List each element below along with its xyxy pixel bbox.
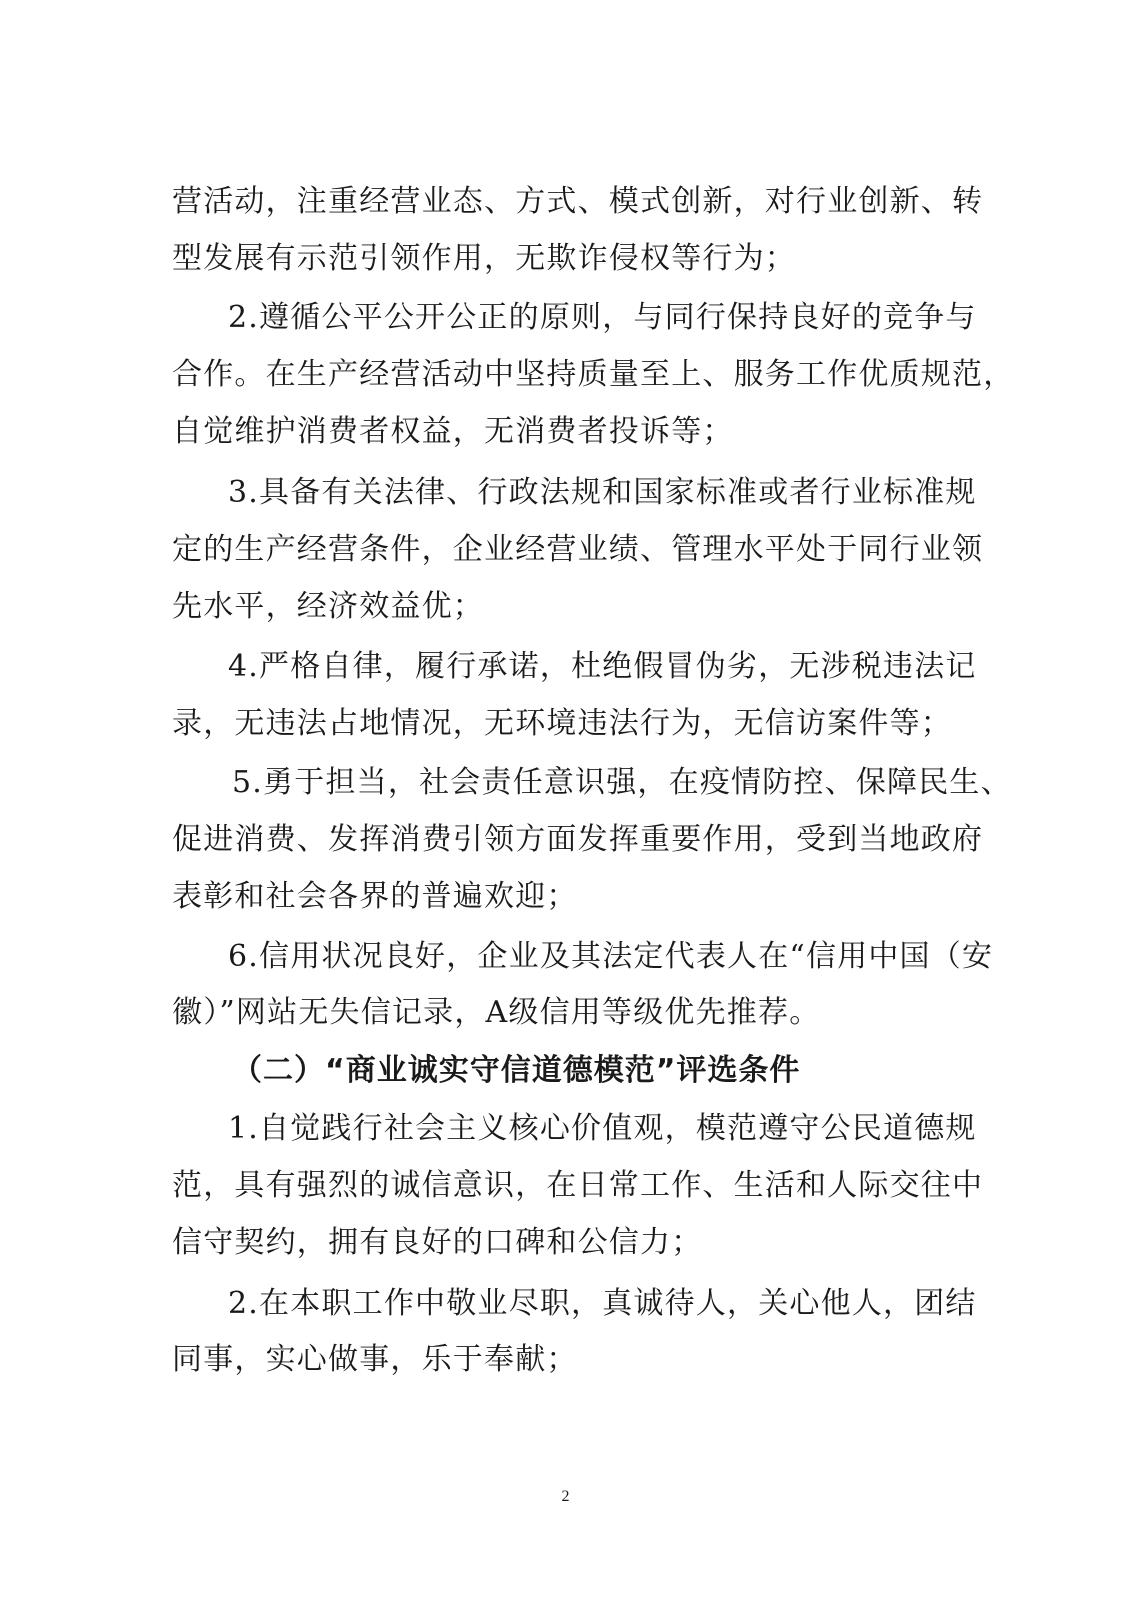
list-item-5-line: 5.勇于担当，社会责任意识强，在疫情防控、保障民生、	[232, 765, 1012, 800]
page-number: 2	[561, 1488, 570, 1505]
list-item-3-line: 3.具备有关法律、行政法规和国家标准或者行业标准规	[228, 475, 977, 510]
text-line: 录，无违法占地情况，无环境违法行为，无信访案件等；	[172, 706, 952, 741]
text-line: 同事，实心做事，乐于奉献；	[172, 1342, 578, 1377]
text-line: 信守契约，拥有良好的口碑和公信力；	[172, 1225, 703, 1260]
list-item-4-line: 4.严格自律，履行承诺，杜绝假冒伪劣，无涉税违法记	[228, 649, 977, 684]
text-line: 徽）”网站无失信记录，A级信用等级优先推荐。	[172, 995, 821, 1030]
list-item-2-line: 2.遵循公平公开公正的原则，与同行保持良好的竞争与	[228, 300, 977, 335]
text-line: 定的生产经营条件，企业经营业绩、管理水平处于同行业领	[172, 532, 984, 567]
text-line: 表彰和社会各界的普遍欢迎；	[172, 879, 578, 914]
text-line: 自觉维护消费者权益，无消费者投诉等；	[172, 414, 734, 449]
text-line: 型发展有示范引领作用，无欺诈侵权等行为；	[172, 241, 796, 276]
list-item-2b-line: 2.在本职工作中敬业尽职，真诚待人，关心他人，团结	[228, 1286, 977, 1321]
text-line: 范，具有强烈的诚信意识，在日常工作、生活和人际交往中	[172, 1168, 984, 1203]
text-line: 合作。在生产经营活动中坚持质量至上、服务工作优质规范，	[172, 357, 1015, 392]
text-line: 先水平，经济效益优；	[172, 589, 484, 624]
text-line: 营活动，注重经营业态、方式、模式创新，对行业创新、转	[172, 184, 984, 219]
text-line: 促进消费、发挥消费引领方面发挥重要作用，受到当地政府	[172, 822, 984, 857]
list-item-6-line: 6.信用状况良好，企业及其法定代表人在“信用中国（安	[228, 939, 994, 974]
list-item-1-line: 1.自觉践行社会主义核心价值观，模范遵守公民道德规	[228, 1111, 977, 1146]
section-heading: （二）“商业诚实守信道德模范”评选条件	[232, 1053, 801, 1088]
